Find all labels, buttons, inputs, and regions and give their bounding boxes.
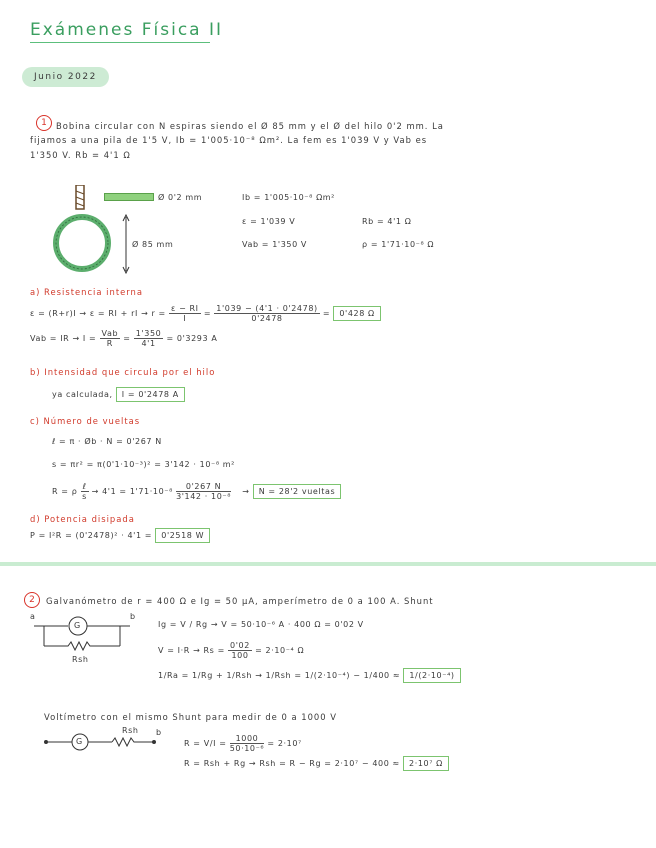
given-vab: Vab = 1'350 V bbox=[242, 240, 307, 249]
fraction-i-numerator: Vab bbox=[101, 329, 119, 338]
section-a-line1-text: ε = (R+r)I → ε = RI + rI → r = bbox=[30, 309, 166, 318]
result-power: 0'2518 W bbox=[155, 528, 210, 543]
section-a-line2 bbox=[30, 329, 217, 348]
section-d-heading: d) Potencia disipada bbox=[30, 514, 135, 524]
result-turns: N = 28'2 vueltas bbox=[253, 484, 342, 499]
coil-diameter-label: Ø 85 mm bbox=[132, 240, 174, 249]
parallel-calc-text: 1/Ra = 1/Rg + 1/Rsh → 1/Rsh = 1/(2·10⁻⁴) − 1/400 ≈ bbox=[158, 671, 401, 680]
wire-diameter-label: Ø 0'2 mm bbox=[158, 193, 203, 202]
wire-rod bbox=[104, 193, 154, 201]
shunt-calc-start: V = I·R → Rs = bbox=[158, 646, 225, 655]
series-calc-text: R = Rsh + Rg → Rsh = R − Rg = 2·10⁷ − 400 ≈ bbox=[184, 759, 400, 768]
section-c-heading: c) Número de vueltas bbox=[30, 416, 141, 426]
fraction-r-values-denominator: 0'2478 bbox=[251, 314, 283, 323]
fraction-r-numerator: ε − RI bbox=[171, 304, 199, 313]
voltage-calc: Ig = V / Rg → V = 50·10⁻⁶ A · 400 Ω = 0'02 V bbox=[158, 620, 364, 629]
fraction-i-denominator: R bbox=[106, 339, 113, 348]
section-c-line2: s = πr² = π(0'1·10⁻³)² = 3'142 · 10⁻⁸ m² bbox=[52, 460, 235, 469]
fraction-total-denominator: 50·10⁻⁶ bbox=[229, 744, 265, 753]
problem-number-2: 2 bbox=[24, 592, 40, 608]
fraction-total-resistance bbox=[230, 734, 265, 753]
title-underline bbox=[30, 42, 210, 43]
section-a-line2-text: Vab = IR → I = bbox=[30, 334, 97, 343]
section-c-line3-start: R = ρ bbox=[52, 487, 78, 496]
section-b-line bbox=[52, 390, 185, 399]
fraction-i-values-numerator: 1'350 bbox=[135, 329, 162, 338]
voltmeter-node-b-label: b bbox=[156, 728, 162, 737]
fraction-turns-numerator: 0'267 N bbox=[176, 482, 231, 492]
given-fem: ε = 1'039 V bbox=[242, 217, 296, 226]
fraction-r-values-numerator: 1'039 − (4'1 · 0'2478) bbox=[216, 304, 318, 313]
given-rb: Rb = 4'1 Ω bbox=[362, 217, 412, 226]
fraction-turns-denominator: 3'142 · 10⁻⁸ bbox=[176, 492, 232, 501]
section-c-line3: R = ρ $\frac{\text{ℓ}}{s}$ → 4'1 = 1'71·10⁻⁸ $\frac{0'267 N}{\text{3'142 · 10⁻⁸}}$ → N = 28'2 vueltas bbox=[52, 482, 341, 501]
voltmeter-statement: Voltímetro con el mismo Shunt para medir de 0 a 1000 V bbox=[44, 712, 337, 722]
fraction-r-denominator: I bbox=[183, 314, 187, 323]
fraction-i-values bbox=[134, 329, 164, 348]
equals-sign: = bbox=[123, 334, 131, 343]
shunt-calc-result: = 2·10⁻⁴ Ω bbox=[255, 646, 305, 655]
voltmeter-shunt-label: Rsh bbox=[122, 726, 139, 735]
series-resistance-calc bbox=[184, 759, 449, 768]
page-title: Exámenes Física II bbox=[30, 20, 224, 40]
section-b-heading: b) Intensidad que circula por el hilo bbox=[30, 367, 216, 377]
fraction-r bbox=[169, 304, 201, 323]
fraction-i-values-denominator: 4'1 bbox=[141, 339, 156, 348]
galvanometer-symbol: G bbox=[74, 621, 81, 630]
fraction-shunt-numerator: 0'02 bbox=[230, 641, 250, 650]
total-resistance-result: = 2·10⁷ bbox=[267, 739, 302, 748]
equals-sign: = bbox=[322, 309, 331, 318]
fraction-l-s bbox=[81, 482, 89, 501]
fraction-l-s-numerator: ℓ bbox=[82, 482, 87, 491]
problem-separator bbox=[0, 562, 656, 566]
result-shunt: 1/(2·10⁻⁴) bbox=[403, 668, 460, 683]
given-rho: ρ = 1'71·10⁻⁸ Ω bbox=[362, 240, 435, 249]
problem-1-statement-line3: 1'350 V. Rb = 4'1 Ω bbox=[30, 150, 131, 160]
section-b-text: ya calculada, bbox=[52, 390, 113, 399]
section-a-heading: a) Resistencia interna bbox=[30, 287, 143, 297]
equals-sign: = bbox=[203, 309, 212, 318]
node-a-label: a bbox=[30, 612, 36, 621]
section-a-line1 bbox=[30, 304, 381, 323]
fraction-turns bbox=[176, 482, 231, 501]
problem-1-statement-line2: fijamos a una pila de 1'5 V, Ib = 1'005·10⁻⁸ Ωm². La fem es 1'039 V y Vab es bbox=[30, 135, 428, 145]
total-resistance-calc bbox=[184, 734, 302, 753]
node-b-label: b bbox=[130, 612, 136, 621]
problem-1-statement-line1: Bobina circular con N espiras siendo el Ø 85 mm y el Ø del hilo 0'2 mm. La bbox=[56, 121, 444, 131]
total-resistance-start: R = V/I = bbox=[184, 739, 227, 748]
result-series-resistance: 2·10⁷ Ω bbox=[403, 756, 449, 771]
section-d-text: P = I²R = (0'2478)² · 4'1 = bbox=[30, 531, 153, 540]
fraction-total-numerator: 1000 bbox=[230, 734, 265, 744]
shunt-resistance-calc bbox=[158, 641, 304, 660]
current-value: = 0'3293 A bbox=[166, 334, 218, 343]
fraction-l-s-denominator: s bbox=[82, 492, 87, 501]
result-internal-resistance: 0'428 Ω bbox=[333, 306, 380, 321]
problem-2-statement: Galvanómetro de r = 400 Ω e Ig = 50 μA, amperímetro de 0 a 100 A. Shunt bbox=[46, 596, 434, 606]
fraction-shunt bbox=[228, 641, 252, 660]
fraction-r-values bbox=[214, 304, 319, 323]
section-d-line bbox=[30, 531, 210, 540]
parallel-resistance-calc bbox=[158, 671, 461, 680]
fraction-shunt-denominator: 100 bbox=[231, 651, 249, 660]
exam-date-badge: Junio 2022 bbox=[22, 67, 109, 87]
section-c-line3-mid: → 4'1 = 1'71·10⁻⁸ bbox=[91, 487, 173, 496]
given-ib: Ib = 1'005·10⁻⁸ Ωm² bbox=[242, 193, 335, 202]
problem-number-1: 1 bbox=[36, 115, 52, 131]
fraction-i bbox=[100, 329, 121, 348]
result-current: I = 0'2478 A bbox=[116, 387, 185, 402]
section-c-line1: ℓ = π · Øb · N = 0'267 N bbox=[52, 437, 162, 446]
shunt-label: Rsh bbox=[72, 655, 89, 664]
voltmeter-galvanometer-symbol: G bbox=[76, 737, 83, 746]
voltmeter-circuit-diagram bbox=[42, 728, 162, 756]
